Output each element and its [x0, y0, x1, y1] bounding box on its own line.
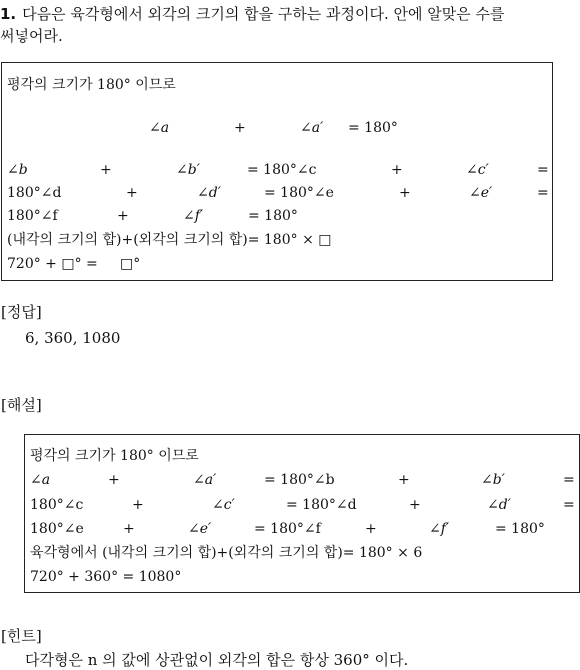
explanation-l2-a-prime: ∠a′ — [193, 472, 217, 488]
problem-l4-eq: = 180°∠e — [264, 185, 334, 201]
explanation-l2-plus-1: + — [108, 472, 120, 488]
problem-l7-blank: □° — [120, 256, 141, 272]
answer-value: 6, 360, 1080 — [25, 329, 121, 347]
explanation-l2-eq: = 180°∠b — [264, 472, 335, 488]
problem-l2-plus: + — [234, 120, 246, 136]
problem-l7-left: 720° + □° = — [7, 256, 98, 272]
explanation-l2-eq-end: = — [563, 472, 575, 488]
explanation-line-6: 720° + 360° = 1080° — [30, 569, 182, 585]
hint-heading: [힌트] — [1, 627, 42, 645]
problem-l3-b: ∠b — [7, 162, 28, 178]
explanation-l2-plus-2: + — [398, 472, 410, 488]
problem-l3-b-prime: ∠b′ — [176, 162, 200, 178]
problem-l5-f: 180°∠f — [7, 208, 58, 224]
problem-l3-eq-end: = — [537, 162, 549, 178]
hint-text: 다각형은 n 의 값에 상관없이 외각의 합은 항상 360° 이다. — [25, 651, 409, 669]
explanation-l4-plus-2: + — [365, 521, 377, 537]
explanation-l4-e-prime: ∠e′ — [188, 521, 212, 537]
problem-l5-eq: = 180° — [248, 208, 298, 224]
explanation-l2-b-prime: ∠b′ — [481, 472, 505, 488]
problem-l4-plus-1: + — [126, 185, 138, 201]
problem-l3-plus-1: + — [100, 162, 112, 178]
problem-l5-plus: + — [117, 208, 129, 224]
explanation-l3-eq-end: = — [563, 497, 575, 513]
explanation-l4-e: 180°∠e — [30, 521, 84, 537]
explanation-l3-eq: = 180°∠d — [286, 497, 357, 513]
explanation-box — [24, 434, 580, 593]
problem-box — [1, 62, 553, 281]
question-line-2: 써넣어라. — [0, 27, 63, 45]
explanation-l4-plus-1: + — [123, 521, 135, 537]
explanation-l3-plus-1: + — [132, 497, 144, 513]
explanation-l4-eq: = 180°∠f — [254, 521, 321, 537]
explanation-l3-plus-2: + — [409, 497, 421, 513]
problem-l4-d: 180°∠d — [7, 185, 62, 201]
problem-l3-plus-2: + — [391, 162, 403, 178]
problem-l4-e-prime: ∠e′ — [469, 185, 493, 201]
explanation-l3-c-prime: ∠c′ — [212, 497, 235, 513]
problem-l3-eq: = 180°∠c — [247, 162, 317, 178]
problem-l2-a: ∠a — [149, 120, 170, 136]
explanation-line-1: 평각의 크기가 180° 이므로 — [30, 448, 199, 464]
explanation-line-5: 육각형에서 (내각의 크기의 합)+(외각의 크기의 합)= 180° × 6 — [30, 545, 423, 561]
problem-l3-c-prime: ∠c′ — [466, 162, 489, 178]
problem-l2-eq: = 180° — [348, 120, 398, 136]
explanation-heading: [해설] — [1, 396, 42, 414]
problem-l4-d-prime: ∠d′ — [197, 185, 221, 201]
problem-line-6: (내각의 크기의 합)+(외각의 크기의 합)= 180° × □ — [7, 232, 332, 248]
problem-l4-eq-end: = — [537, 185, 549, 201]
explanation-l3-c: 180°∠c — [30, 497, 84, 513]
question-number: 1. — [0, 5, 17, 23]
problem-line-1: 평각의 크기가 180° 이므로 — [7, 77, 176, 93]
question-line-1 — [0, 3, 505, 25]
explanation-l2-a: ∠a — [30, 472, 51, 488]
problem-l4-plus-2: + — [399, 185, 411, 201]
problem-l2-a-prime: ∠a′ — [300, 120, 324, 136]
problem-l5-f-prime: ∠f′ — [183, 208, 204, 224]
explanation-l4-eq-end: = 180° — [495, 521, 545, 537]
explanation-l4-f-prime: ∠f′ — [429, 521, 450, 537]
explanation-l3-d-prime: ∠d′ — [487, 497, 511, 513]
question-text: 다음은 육각형에서 외각의 크기의 합을 구하는 과정이다. 안에 알맞은 수를 — [22, 5, 505, 23]
answer-heading: [정답] — [1, 303, 42, 321]
